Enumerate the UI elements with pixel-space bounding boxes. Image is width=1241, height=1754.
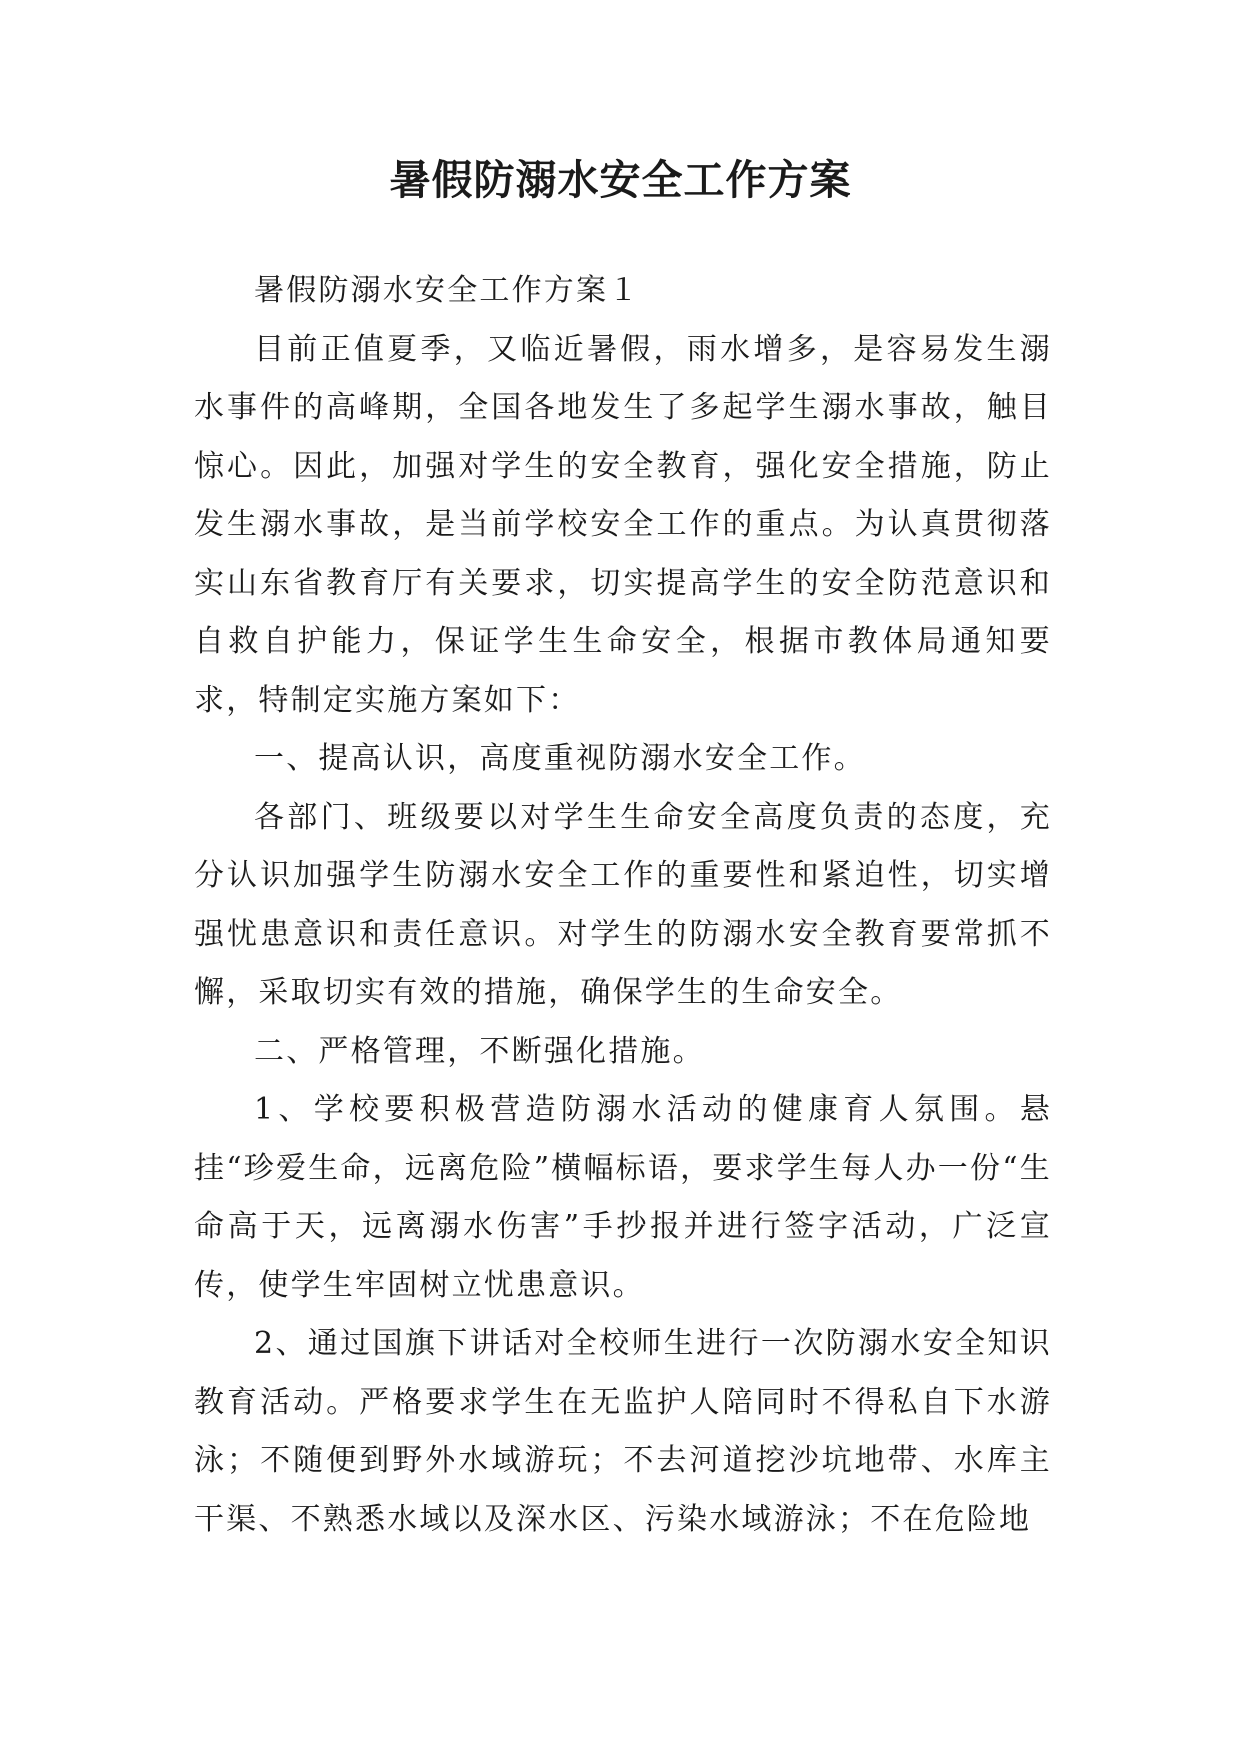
document-body	[194, 262, 1052, 1549]
paragraph-subtitle: 暑假防溺水安全工作方案１	[254, 273, 641, 308]
section-heading-1: 一、提高认识，高度重视防溺水安全工作。	[254, 741, 866, 776]
paragraph-item-2: 2、通过国旗下讲话对全校师生进行一次防溺水安全知识教育活动。严格要求学生在无监护人陪同时不得私自下水游泳；不随便到野外水域游玩；不去河道挖沙坑地带、水库主干渠、不熟悉水域以及深水区、污染水域游泳；不在危险地	[194, 1326, 1052, 1537]
paragraph-section-1: 各部门、班级要以对学生生命安全高度负责的态度，充分认识加强学生防溺水安全工作的重要性和紧迫性，切实增强忧患意识和责任意识。对学生的防溺水安全教育要常抓不懈，采取切实有效的措施，确保学生的生命安全。	[194, 799, 1052, 1010]
paragraph-intro: 目前正值夏季，又临近暑假，雨水增多，是容易发生溺水事件的高峰期，全国各地发生了多起学生溺水事故，触目惊心。因此，加强对学生的安全教育，强化安全措施，防止发生溺水事故，是当前学校安全工作的重点。为认真贯彻落实山东省教育厅有关要求，切实提高学生的安全防范意识和自救自护能力，保证学生生命安全，根据市教体局通知要求，特制定实施方案如下：	[194, 331, 1052, 718]
section-heading-2: 二、严格管理，不断强化措施。	[254, 1033, 705, 1069]
document-title: 暑假防溺水安全工作方案	[389, 156, 852, 204]
paragraph-item-1: 1、学校要积极营造防溺水活动的健康育人氛围。悬挂“珍爱生命，远离危险”横幅标语，要求学生每人办一份“生命高于天，远离溺水伤害”手抄报并进行签字活动，广泛宣传，使学生牢固树立忧患意识。	[194, 1092, 1052, 1303]
